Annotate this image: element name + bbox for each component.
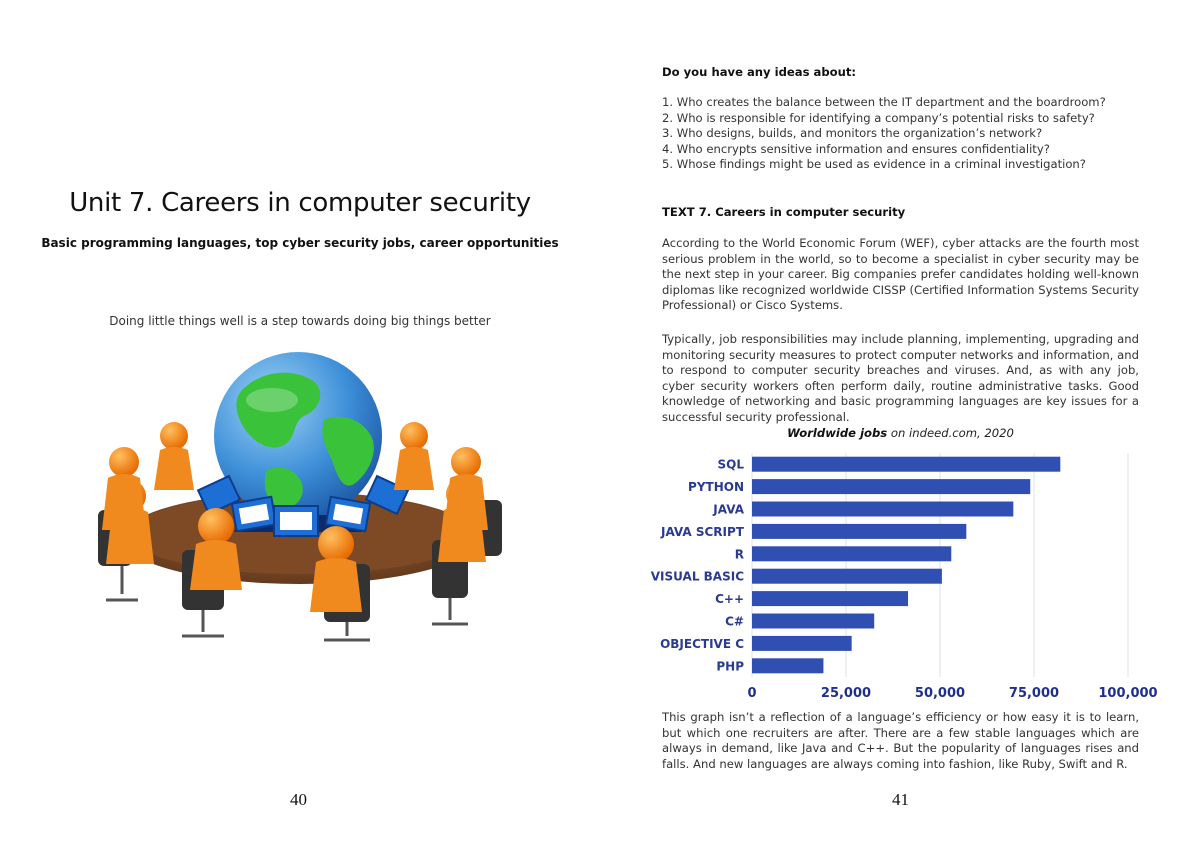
category-label: C++ [715,592,744,607]
chart-caption [662,426,1139,442]
bar-objective-c [752,636,852,651]
question-item: 2. Who is responsible for identifying a company’s potential risks to safety? [662,110,1095,125]
bar-c- [752,614,874,629]
bar-java [752,502,1013,517]
paragraph-intro: According to the World Economic Forum (WEF), cyber attacks are the fourth most serious problem in the world, so to become a specialist in cyber security may be the next step in your career. Big companies prefer candidates holding well-known diplomas like recognized worldwide CISSP (Certified Information Systems Security Professional) or Cisco Systems. [662,236,1139,313]
x-tick-label: 50,000 [914,686,966,701]
right-page [600,0,1200,848]
page-number: 41 [892,790,909,809]
globe-conference-illustration [92,350,508,642]
bar-visual-basic [752,569,942,584]
bar-sql [752,457,1060,472]
category-label: JAVA [713,502,744,517]
chart-caption-rest: on indeed.com, 2020 [887,426,1014,440]
x-tick-label: 0 [747,686,757,701]
bar-php [752,658,823,673]
category-label: R [734,547,744,562]
epigraph-quote: Doing little things well is a step towards doing big things better [109,314,491,328]
ideas-heading: Do you have any ideas about: [662,65,857,79]
x-tick-label: 100,000 [1098,686,1158,701]
category-label: PYTHON [688,480,744,495]
bar-python [752,479,1030,494]
bar-r [752,546,951,561]
unit-title: Unit 7. Careers in computer security [69,188,531,218]
paragraph-graph-note: This graph isn’t a reflection of a language’s efficiency or how easy it is to learn, but which one recruiters are after. There are a few stable languages which are always in demand, like Java and C++. But the popularity of languages rises and falls. And new languages are always coming into fashion, like Ruby, Swift and R. [662,710,1139,771]
category-label: OBJECTIVE C [660,636,744,651]
question-item: 1. Who creates the balance between the IT department and the boardroom? [662,95,1106,109]
bar-c- [752,591,908,606]
questions-list [662,95,1139,173]
question-item: 3. Who designs, builds, and monitors the organization’s network? [662,126,1043,141]
category-label: VISUAL BASIC [650,569,744,584]
unit-subtitle: Basic programming languages, top cyber security jobs, career opportunities [41,236,559,250]
page-number: 40 [290,790,307,809]
x-tick-label: 75,000 [1008,686,1060,701]
jobs-bar-chart [650,445,1158,705]
text-heading: TEXT 7. Careers in computer security [662,205,906,219]
x-tick-label: 25,000 [820,686,872,701]
question-item: 5. Whose findings might be used as evidence in a criminal investigation? [662,157,1086,172]
category-label: SQL [717,457,744,472]
category-label: C# [725,614,744,629]
bar-java-script [752,524,966,539]
category-label: JAVA SCRIPT [660,524,744,539]
chart-caption-bold: Worldwide jobs [787,426,888,440]
question-item: 4. Who encrypts sensitive information and ensures confidentiality? [662,141,1050,156]
category-label: PHP [716,659,744,674]
paragraph-responsibilities: Typically, job responsibilities may include planning, implementing, upgrading and monitoring security measures to protect computer networks and information, and to respond to computer security breaches and viruses. And, as with any job, cyber security workers often perform daily, routine administrative tasks. Good knowledge of networking and basic programming languages are key issues for a successful security professional. [662,332,1139,424]
